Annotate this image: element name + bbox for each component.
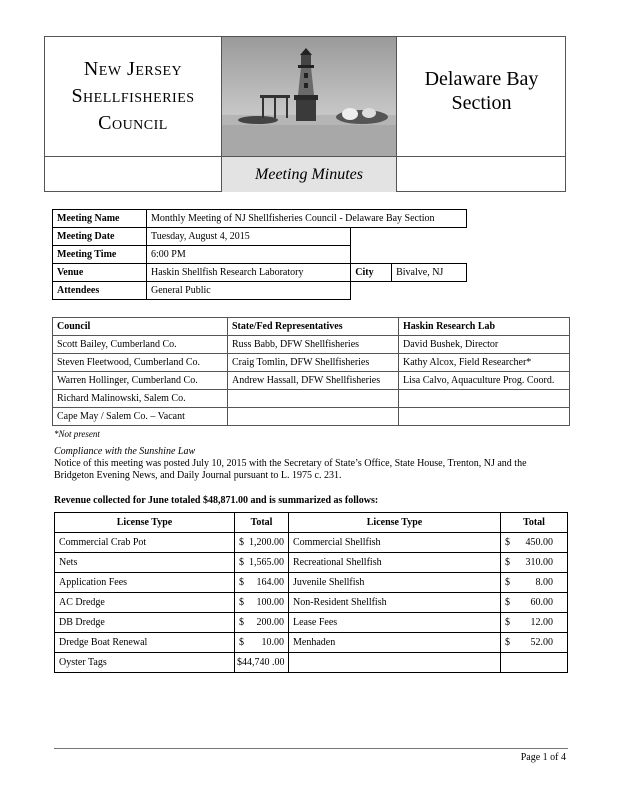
venue-row — [53, 264, 467, 282]
not-present-note: *Not present — [54, 429, 100, 439]
lighthouse-photo — [222, 37, 396, 157]
license-total — [235, 633, 289, 653]
meeting-time-row — [53, 246, 467, 264]
meeting-info-table — [52, 209, 467, 300]
amount: 200.00 — [256, 617, 284, 628]
revenue-header-row — [55, 513, 568, 533]
venue-value: Haskin Shellfish Research Laboratory — [147, 264, 351, 282]
table-row — [53, 336, 570, 354]
attendees-value: General Public — [147, 282, 351, 300]
document-header — [44, 36, 566, 192]
license-total — [501, 593, 568, 613]
section-line-1: Delaware Bay — [424, 68, 539, 90]
city-label: City — [351, 264, 392, 282]
col-haskin: Haskin Research Lab — [399, 318, 570, 336]
revenue-table — [54, 512, 568, 673]
meeting-date-label: Meeting Date — [53, 228, 147, 246]
col-total-right: Total — [501, 513, 568, 533]
col-total-left: Total — [235, 513, 289, 533]
meeting-name-value: Monthly Meeting of NJ Shellfisheries Council - Delaware Bay Section — [147, 210, 467, 228]
license-type: Commercial Crab Pot — [55, 533, 235, 553]
venue-label: Venue — [53, 264, 147, 282]
license-total — [501, 653, 568, 673]
table-cell — [228, 408, 399, 426]
amount: 8.00 — [535, 577, 553, 588]
license-type: Application Fees — [55, 573, 235, 593]
table-row — [55, 633, 568, 653]
table-cell: Warren Hollinger, Cumberland Co. — [53, 372, 228, 390]
city-value: Bivalve, NJ — [392, 264, 467, 282]
meeting-date-row — [53, 228, 467, 246]
amount: 1,565.00 — [249, 557, 284, 568]
footer-divider — [54, 748, 568, 749]
license-total — [235, 533, 289, 553]
amount: 1,200.00 — [249, 537, 284, 548]
currency-symbol: $ — [239, 597, 244, 608]
document-title-box — [222, 157, 396, 192]
license-total — [235, 573, 289, 593]
license-type: Recreational Shellfish — [289, 553, 501, 573]
amount: 100.00 — [256, 597, 284, 608]
table-row — [55, 593, 568, 613]
amount: 164.00 — [256, 577, 284, 588]
table-cell: Scott Bailey, Cumberland Co. — [53, 336, 228, 354]
col-state-fed: State/Fed Representatives — [228, 318, 399, 336]
table-cell: David Bushek, Director — [399, 336, 570, 354]
table-row — [53, 408, 570, 426]
license-type: Non-Resident Shellfish — [289, 593, 501, 613]
currency-symbol: $ — [505, 617, 510, 628]
table-cell: Steven Fleetwood, Cumberland Co. — [53, 354, 228, 372]
license-type: Commercial Shellfish — [289, 533, 501, 553]
table-row — [53, 390, 570, 408]
license-type: Dredge Boat Renewal — [55, 633, 235, 653]
attendees-label: Attendees — [53, 282, 147, 300]
currency-symbol: $ — [239, 577, 244, 588]
license-total — [235, 613, 289, 633]
meeting-name-row — [53, 210, 467, 228]
lighthouse-image — [222, 37, 396, 157]
amount: 12.00 — [530, 617, 553, 628]
attendees-row — [53, 282, 467, 300]
license-type: Menhaden — [289, 633, 501, 653]
currency-symbol: $ — [505, 557, 510, 568]
table-row — [55, 533, 568, 553]
currency-symbol: $ — [239, 557, 244, 568]
section-name — [396, 37, 566, 157]
table-cell: Andrew Hassall, DFW Shellfisheries — [228, 372, 399, 390]
table-row — [55, 573, 568, 593]
page-number: Page 1 of 4 — [520, 752, 566, 763]
license-type: AC Dredge — [55, 593, 235, 613]
license-total — [501, 533, 568, 553]
license-type: Juvenile Shellfish — [289, 573, 501, 593]
compliance-text: Notice of this meeting was posted July 10, 2015 with the Secretary of State’s Office, State House, Trenton, NJ and the Bridgeton Evening News, and Daily Journal pursuant to L. 1975 c. 231. — [54, 458, 527, 481]
license-total — [235, 593, 289, 613]
table-cell — [228, 390, 399, 408]
header-blank-left — [45, 157, 222, 192]
section-line-2: Section — [451, 92, 512, 114]
meeting-date-value: Tuesday, August 4, 2015 — [147, 228, 351, 246]
table-row — [55, 553, 568, 573]
table-cell — [399, 390, 570, 408]
header-blank-right — [396, 157, 566, 192]
currency-symbol: $ — [505, 537, 510, 548]
amount: 60.00 — [530, 597, 553, 608]
amount: 310.00 — [525, 557, 553, 568]
license-total: $44,740 .00 — [235, 653, 289, 673]
license-total — [501, 553, 568, 573]
table-cell — [399, 408, 570, 426]
license-total — [235, 553, 289, 573]
attendance-table — [52, 317, 570, 426]
table-row — [55, 613, 568, 633]
table-cell: Kathy Alcox, Field Researcher* — [399, 354, 570, 372]
meeting-name-label: Meeting Name — [53, 210, 147, 228]
license-total — [501, 573, 568, 593]
currency-symbol: $ — [239, 637, 244, 648]
license-type: DB Dredge — [55, 613, 235, 633]
table-row — [53, 372, 570, 390]
document-title: Meeting Minutes — [255, 165, 363, 183]
table-row — [53, 354, 570, 372]
license-type — [289, 653, 501, 673]
meeting-time-label: Meeting Time — [53, 246, 147, 264]
compliance-heading: Compliance with the Sunshine Law — [54, 446, 196, 457]
col-council: Council — [53, 318, 228, 336]
org-line-3: Council — [98, 112, 168, 134]
attendance-header-row — [53, 318, 570, 336]
license-total — [501, 633, 568, 653]
license-type: Nets — [55, 553, 235, 573]
table-cell: Lisa Calvo, Aquaculture Prog. Coord. — [399, 372, 570, 390]
currency-symbol: $ — [505, 637, 510, 648]
table-cell: Cape May / Salem Co. – Vacant — [53, 408, 228, 426]
license-type: Oyster Tags — [55, 653, 235, 673]
table-cell: Craig Tomlin, DFW Shellfisheries — [228, 354, 399, 372]
org-line-1: New Jersey — [83, 58, 183, 80]
license-type: Lease Fees — [289, 613, 501, 633]
currency-symbol: $ — [505, 577, 510, 588]
license-total — [501, 613, 568, 633]
revenue-heading: Revenue collected for June totaled $48,871.00 and is summarized as follows: — [54, 495, 379, 506]
meeting-time-value: 6:00 PM — [147, 246, 351, 264]
amount: 52.00 — [530, 637, 553, 648]
table-row — [55, 653, 568, 673]
compliance-section — [54, 446, 554, 482]
currency-symbol: $ — [239, 617, 244, 628]
amount: 10.00 — [261, 637, 284, 648]
table-cell: Russ Babb, DFW Shellfisheries — [228, 336, 399, 354]
table-cell: Richard Malinowski, Salem Co. — [53, 390, 228, 408]
currency-symbol: $ — [239, 537, 244, 548]
currency-symbol: $ — [505, 597, 510, 608]
col-license-type-right: License Type — [289, 513, 501, 533]
organization-name — [45, 37, 222, 157]
org-line-2: Shellfisheries — [71, 85, 195, 107]
col-license-type-left: License Type — [55, 513, 235, 533]
amount: 450.00 — [525, 537, 553, 548]
